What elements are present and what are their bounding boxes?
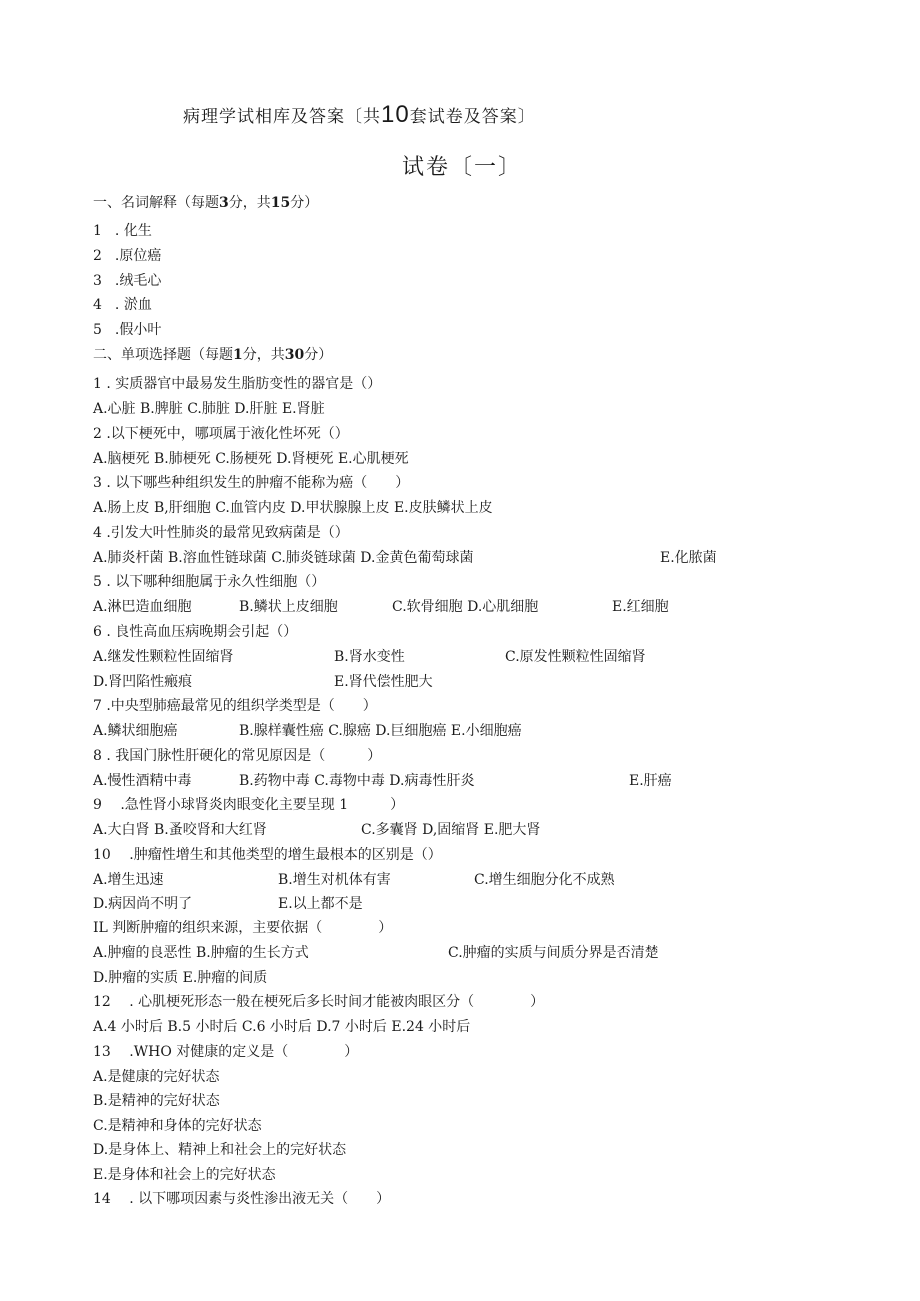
term-item [93, 272, 161, 290]
question-5: 5 . 以下哪种细胞属于永久性细胞（） [93, 574, 326, 590]
question-8: 8 . 我国门脉性肝硬化的常见原因是（ ） [93, 748, 382, 764]
question-6-option-c: C.原发性颗粒性固缩肾 [505, 649, 646, 665]
question-2-options: A.脑梗死 B.肺梗死 C.肠梗死 D.肾梗死 E.心肌梗死 [93, 451, 409, 467]
document-title-prefix: 病理学试相库及答案〔共 [183, 107, 381, 127]
question-10-option-e: E.以上都不是 [278, 896, 363, 912]
question-6-option-d: D.肾凹陷性瘢痕 [93, 674, 193, 690]
section2-heading-end: 分） [304, 347, 333, 363]
question-11-option-de: D.肿瘤的实质 E.肿瘤的间质 [93, 970, 268, 986]
question-3-options: A.肠上皮 B,肝细胞 C.血管内皮 D.甲状腺腺上皮 E.皮肤鳞状上皮 [93, 500, 493, 516]
question-8-option-e: E.肝癌 [629, 773, 672, 789]
section1-heading-text: 一、名词解释（每题 [93, 195, 219, 211]
term-text: . 化生 [114, 223, 152, 239]
term-number: 4 [93, 297, 102, 313]
question-6-option-b: B.肾水变性 [334, 649, 405, 665]
section2-total: 30 [284, 347, 305, 363]
question-1: 1 . 实质器官中最易发生脂肪变性的器官是（） [93, 376, 382, 392]
question-4-option-e: E.化脓菌 [660, 550, 717, 566]
question-13-option-b: B.是精神的完好状态 [93, 1093, 220, 1109]
section2-heading [93, 346, 332, 364]
question-10-option-d: D.病因尚不明了 [93, 896, 193, 912]
question-7-option-be: B.腺样囊性癌 C.腺癌 D.巨细胞癌 E.小细胞癌 [239, 723, 522, 739]
question-12-options: A.4 小时后 B.5 小时后 C.6 小时后 D.7 小时后 E.24 小时后 [93, 1019, 471, 1035]
question-6-option-e: E.肾代偿性肥大 [334, 674, 433, 690]
question-11-option-c: C.肿瘤的实质与间质分界是否清楚 [448, 945, 659, 961]
question-9-option-ce: C.多囊肾 D,固缩肾 E.肥大肾 [361, 822, 541, 838]
question-11-option-ab: A.肿瘤的良恶性 B.肿瘤的生长方式 [93, 945, 309, 961]
term-number: 5 [93, 322, 102, 338]
question-6-option-a: A.继发性颗粒性固缩肾 [93, 649, 234, 665]
section1-heading-end: 分） [290, 195, 319, 211]
document-title-suffix: 套试卷及答案〕 [409, 107, 536, 127]
question-5-option-a: A.淋巴造血细胞 [93, 599, 192, 615]
question-13-option-d: D.是身体上、精神上和社会上的完好状态 [93, 1142, 347, 1158]
question-14: 14 . 以下哪项因素与炎性渗出液无关（ ） [93, 1191, 391, 1207]
term-text: . 淤血 [114, 297, 152, 313]
term-number: 2 [93, 248, 102, 264]
section1-total: 15 [270, 195, 291, 211]
section1-heading-mid: 分，共 [228, 195, 271, 211]
document-title-number: 10 [381, 101, 410, 128]
question-10-option-b: B.增生对机体有害 [278, 872, 391, 888]
question-9: 9 .急性肾小球肾炎肉眼变化主要呈现 1 ） [93, 797, 405, 813]
question-8-option-a: A.慢性酒精中毒 [93, 773, 192, 789]
question-7-option-a: A.鳞状细胞癌 [93, 723, 178, 739]
question-12: 12 . 心肌梗死形态一般在梗死后多长时间才能被肉眼区分（ ） [93, 994, 545, 1010]
section1-points: 3 [219, 195, 229, 211]
question-7: 7 .中央型肺癌最常见的组织学类型是（ ） [93, 698, 377, 714]
section2-points: 1 [233, 347, 243, 363]
section1-heading [93, 194, 318, 212]
paper-title: 试卷〔一〕 [402, 155, 523, 180]
question-6: 6 . 良性高血压病晚期会引起（） [93, 624, 298, 640]
question-13-option-e: E.是身体和社会上的完好状态 [93, 1167, 276, 1183]
question-2: 2 .以下梗死中，哪项属于液化性坏死（） [93, 426, 349, 442]
question-1-options: A.心脏 B.脾脏 C.肺脏 D.肝脏 E.肾脏 [93, 401, 325, 417]
term-item [93, 296, 152, 314]
question-13: 13 .WHO 对健康的定义是（ ） [93, 1044, 359, 1060]
question-5-option-b: B.鳞状上皮细胞 [239, 599, 338, 615]
document-title [183, 101, 536, 129]
question-10-option-c: C.增生细胞分化不成熟 [474, 872, 615, 888]
question-13-option-a: A.是健康的完好状态 [93, 1069, 220, 1085]
question-11: IL 判断肿瘤的组织来源，主要依据（ ） [93, 920, 393, 936]
term-item [93, 321, 161, 339]
section2-heading-mid: 分，共 [242, 347, 285, 363]
question-5-option-cd: C.软骨细胞 D.心肌细胞 [392, 599, 539, 615]
term-item [93, 247, 161, 265]
question-4: 4 .引发大叶性肺炎的最常见致病菌是（） [93, 525, 349, 541]
question-9-option-ab: A.大白肾 B.蚤咬肾和大红肾 [93, 822, 267, 838]
term-number: 1 [93, 223, 102, 239]
term-text: .假小叶 [114, 322, 162, 338]
question-10: 10 .肿瘤性增生和其他类型的增生最根本的区别是（） [93, 847, 442, 863]
term-number: 3 [93, 273, 102, 289]
term-text: .原位癌 [114, 248, 162, 264]
question-5-option-e: E.红细胞 [612, 599, 669, 615]
question-10-option-a: A.增生迅速 [93, 872, 164, 888]
question-4-options: A.肺炎杆菌 B.溶血性链球菌 C.肺炎链球菌 D.金黄色葡萄球菌 [93, 550, 474, 566]
question-13-option-c: C.是精神和身体的完好状态 [93, 1118, 262, 1134]
term-text: .绒毛心 [114, 273, 162, 289]
question-3: 3 . 以下哪些种组织发生的肿瘤不能称为癌（ ） [93, 475, 410, 491]
term-item [93, 222, 152, 240]
question-8-option-bd: B.药物中毒 C.毒物中毒 D.病毒性肝炎 [239, 773, 475, 789]
section2-heading-text: 二、单项选择题（每题 [93, 347, 233, 363]
